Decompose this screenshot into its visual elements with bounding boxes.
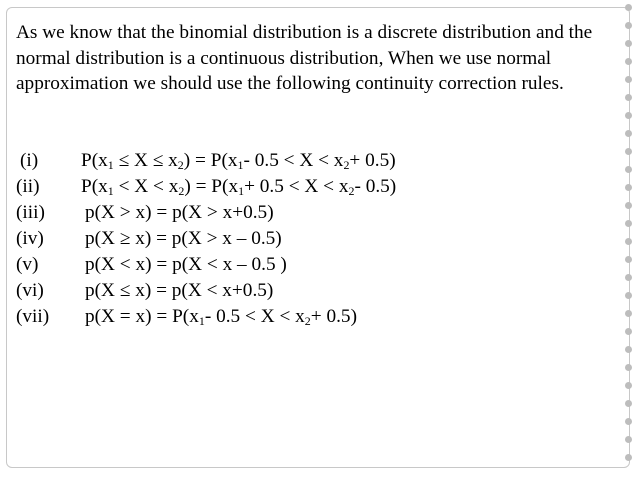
rule-number: (vi) <box>16 280 44 301</box>
decorative-dots <box>622 0 636 478</box>
rule-number: (vii) <box>16 306 50 327</box>
rule-number: (iii) <box>16 202 45 223</box>
rule-i <box>16 148 622 174</box>
rule-expression: $P(x_1 \le X \le x_2) = P(x_1-$ $0.5 < X < x_2+ 0.5$) <box>81 150 396 172</box>
rule-ii <box>16 174 622 200</box>
rule-iii <box>16 200 622 226</box>
rule-number: (ii) <box>16 176 40 197</box>
rule-vi <box>16 278 622 304</box>
rule-expression: p(X ≤ x) = p(X < x+0.5) <box>85 280 274 301</box>
rule-number: (iv) <box>16 228 44 249</box>
intro-paragraph: As we know that the binomial distribution is a discrete distribution and the normal distribution is a continuous distribution, When we use normal approximation we should use the following continuity correction rules. <box>16 22 593 95</box>
rule-expression: $P(x_1 < X < x_2) = P(x_1+ 0.5 < X < x_2-$ 0.5) <box>81 176 397 198</box>
rule-iv <box>16 226 622 252</box>
rule-expression: $p(X = x) = P(x_1-$ $0.5 < X < x_2+ 0.5$) <box>85 306 357 328</box>
correction-rules-list <box>16 148 622 330</box>
rule-expression: p(X < x) = p(X < x – 0.5 ) <box>85 254 287 275</box>
rule-v <box>16 252 622 278</box>
rule-expression: p(X ≥ x) = p(X > x – 0.5) <box>85 228 282 249</box>
rule-vii <box>16 304 622 330</box>
rule-expression: p(X > x) = p(X > x+0.5) <box>85 202 274 223</box>
rule-number: (v) <box>16 254 39 275</box>
rule-number: (i) <box>20 150 39 171</box>
